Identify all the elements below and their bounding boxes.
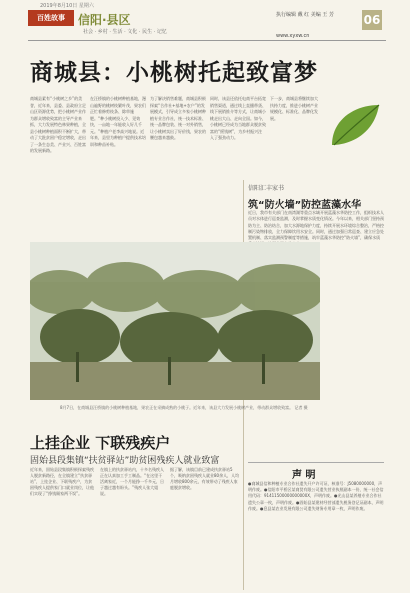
paper-logo: 百姓故事 [28,10,74,26]
notice-title: 声 明 [292,470,316,481]
photo-illustration [30,242,320,400]
masthead [28,9,388,39]
second-article-column-1: 近年来，固始县段集镇积极探索残疾人脱贫新路径，在全镇建立“扶贫驿站”，上挂企业、下联残疾户，为贫困残疾人提供家门口就业岗位，让他们实现了“挣钱顾家两不误”。 [30,467,94,496]
notice-body: ●商城县信和种植专业合作社遗失开户许可证，核准号：J5080000000，声明作废。●信阳市平桥区某商贸有限公司遗失营业执照副本一份，统一社会信用代码：91411500000000000X，声明作废。●光山县某养殖专业合作社遗失公章一枚，声明作废。●固始县某建材经营部遗失税务登记证副本，声明作废。●息县某农业发展有限公司遗失财务专用章一枚，声明作废。 [248,481,384,511]
peach-farm-photo [30,242,320,400]
main-headline: 商城县：小桃树托起致富梦 [30,59,318,86]
editor-credits: 执行编辑 戴 红 美编 王 芳 [276,12,334,18]
article-column-1: 商城县素有“小桃树之乡”的美誉，近年来，县委、县政府立足山区资源优势，把小桃树产业作为群众增收致富的主导产业来抓，大力发展特色林果种植，全县小桃树种植面积不断扩大，带动了大批贫困户稳定增收，走出了一条生态美、产业兴、百姓富的发展新路。 [30,96,86,153]
second-headline: 上挂企业 下联残疾户 [30,434,171,452]
sidebar-body: 近日，我市有关部门在南湾湖等重点水域开展蓝藻水华防控工作，组织技术人员对水体进行巡查监测，及时掌握水质变化情况。今年以来，相关部门坚持预防为主、防治结合，加大水源地保护力度，持续开展水环境综合整治，严格控制污染物排放，全力保障饮用水安全。同时，通过加强日常巡查、建立应急处置机制、落实监测预警制度等措施，筑牢蓝藻水华防控“防火墙”，确保水质 [248,210,384,241]
article-column-3: 为了解决销售难题，商城县积极探索“合作社+基地+农户”的发展模式，引导成立多家小桃树种植专业合作社，统一技术标准、统一品牌包装、统一对外销售，让小桃树卖出了好价钱，果农的腰包越来越鼓。 [150,96,206,140]
notice-box [248,462,384,590]
sidebar-graphic [324,100,386,160]
article-column-2: 在汪桥镇的小桃树种植基地，漫山遍野的桃树枝繁叶茂，果农们正忙着修剪枝条、除草施肥。“种小桃树投入少、见效快，一亩地一年能收入好几千元。”种植户老李高兴地说。近年来，县里为种植户提供技术培训和种苗补贴。 [90,96,146,147]
header-divider [28,40,386,41]
sidebar-title: 筑“防火墙”防控蓝藻水华 [248,200,362,211]
second-article-column-3: 据了解，该镇目前已建成扶贫驿站5个，吸纳贫困残疾人就业80余人，人均月增收800余元，有效带动了残疾人家庭脱贫增收。 [170,467,240,490]
section-title: 信阳·县区 [78,13,131,27]
issue-date: 2019年8月10日 星期六 [40,3,94,9]
green-leaf-graphic [324,100,386,160]
section-nav: 社会 · 乡村 · 生活 · 文化 · 民生 · 记忆 [83,29,167,35]
second-article-column-2: 在镇上的扶贫驿站内，十多名残疾人正在认真加工手工制品。“在这里干活离家近，一个月能挣一千多元，日子越过越有盼头。”残疾人张大姐说。 [100,467,164,496]
photo-caption: 8月7日，在商城县汪桥镇的小桃树种植基地，果农正在采摘成熟的小桃子。近年来，该县大力发展小桃树产业，带动群众增收致富。 记者 摄 [60,405,308,410]
second-subheadline: 固始县段集镇“扶贫驿站”助贫困残疾人就业致富 [30,456,220,466]
website-url: www.xyxw.cn [276,33,310,39]
article-column-5: 下一步，商城县将继续加大扶持力度，推进小桃树产业规模化、标准化、品牌化发展。 [270,96,318,121]
page-number: 06 [362,10,382,30]
sidebar-subhead: 信阳汇丰家书 [248,185,285,192]
article-column-4: 同时，该县还依托电商平台拓宽销售渠道，通过线上直播带货、线下展销推介等方式，让商城小桃走出大山、走向全国。如今，小桃树已经成为当地群众脱贫致富的“摇钱树”，为乡村振兴注入了强劲动力。 [210,96,266,140]
